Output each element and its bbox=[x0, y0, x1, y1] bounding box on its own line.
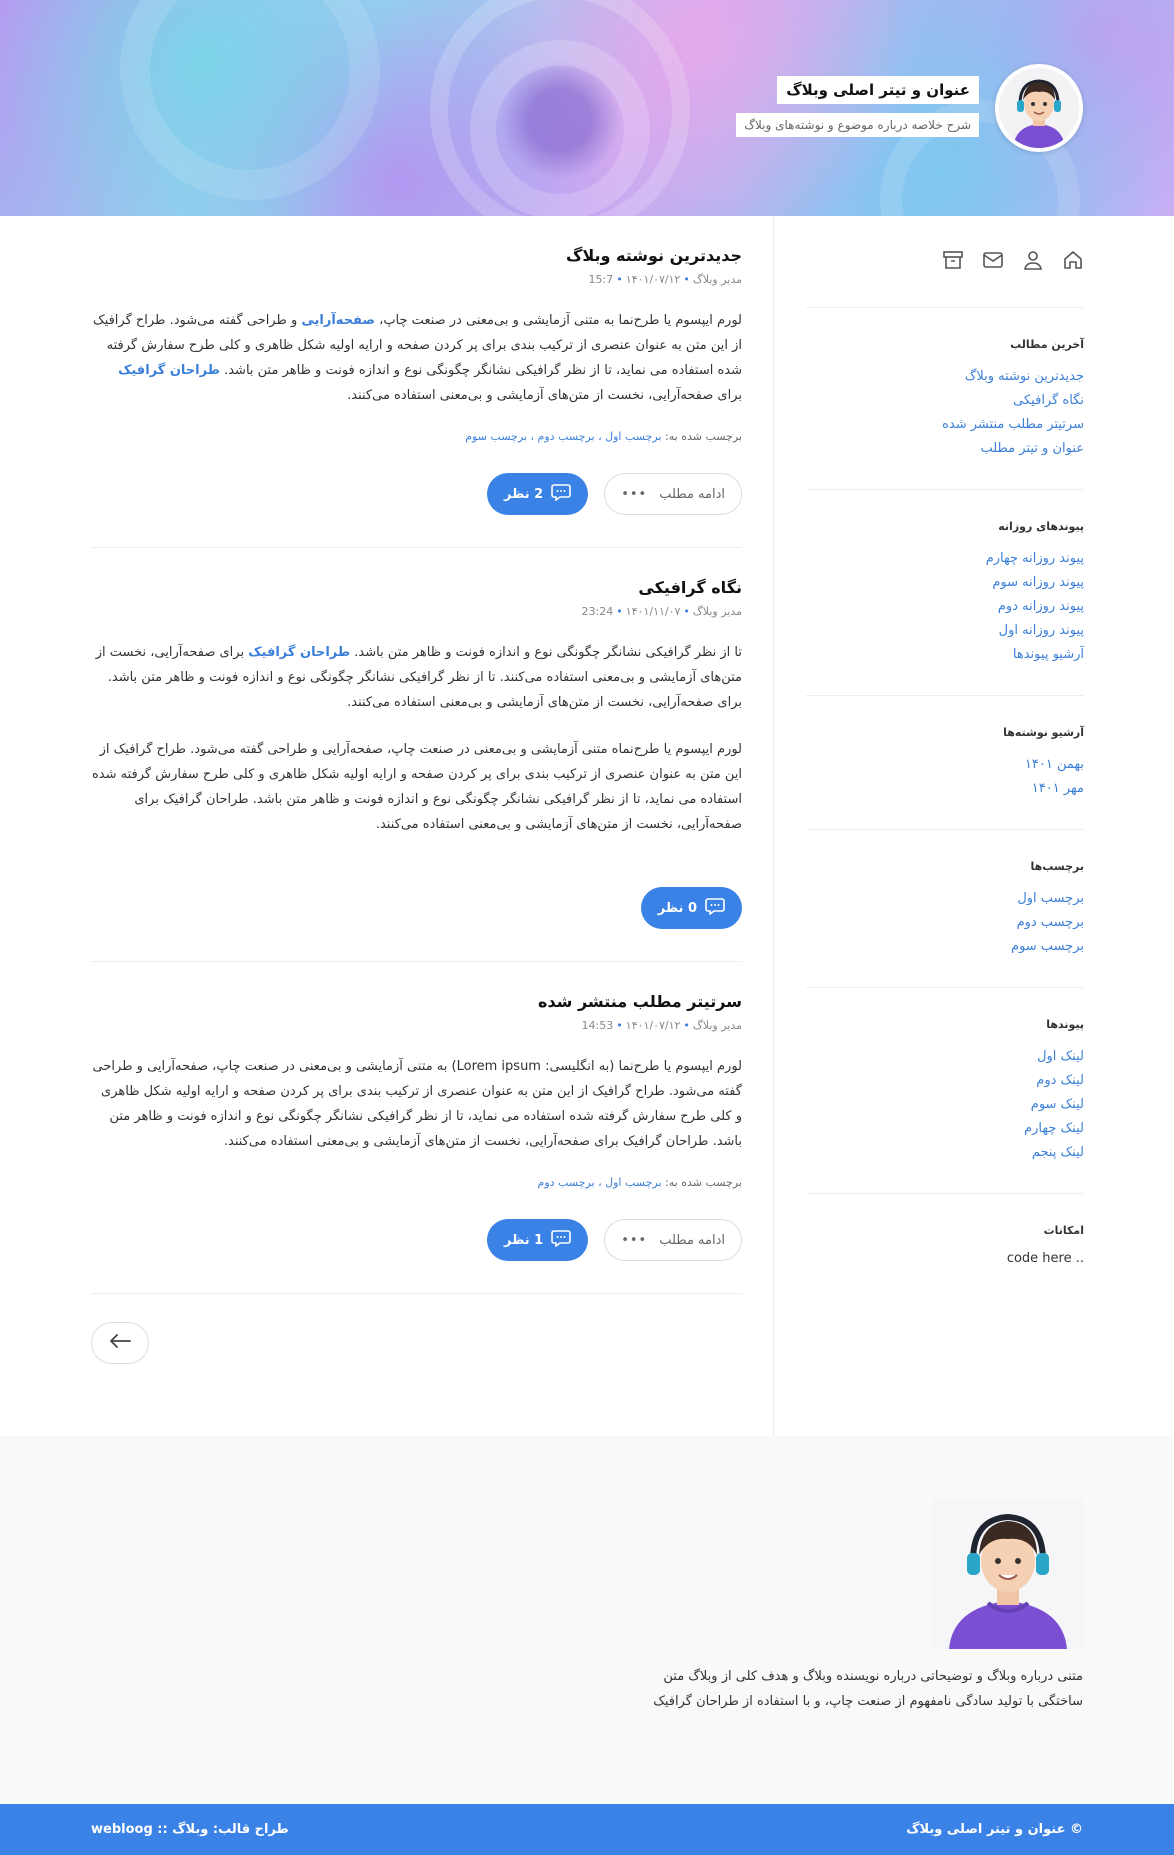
arrow-left-icon bbox=[108, 1333, 132, 1353]
sidebar-link[interactable]: بهمن ۱۴۰۱ bbox=[1024, 757, 1084, 772]
user-icon[interactable] bbox=[1022, 249, 1044, 275]
post-time: 23:24 bbox=[581, 605, 614, 618]
tag-link[interactable]: برچسب اول ، برچسب دوم ، برچسب سوم bbox=[465, 430, 662, 443]
post-body bbox=[91, 1054, 742, 1154]
post-paragraph: لورم ایپسوم یا طرح‌نما (به انگلیسی: Lorem ipsum) به متنی آزمایشی و بی‌معنی در صنعت چاپ، صفحه‌آرایی و طراحی گفته می‌شود. طراح گرافیک از این متن به عنوان عنصری از ترکیب بندی برای پر کردن صفحه و ارایه اولیه شکل ظاهری و کلی طرح سفارش گرفته شده استفاده می نماید، تا از نظر گرافیکی نشانگر چگونگی نوع و اندازه فونت و ظاهر متن باشد. طراحان گرافیک برای صفحه‌آرایی، نخست از متن‌های آزمایشی و بی‌معنی استفاده می‌کنند. bbox=[92, 1059, 742, 1149]
post-paragraph: تا از نظر گرافیکی نشانگر چگونگی نوع و اندازه فونت و ظاهر متن باشد. طراحان گرافیک برای صفحه‌آرایی، نخست از متن‌های آزمایشی و بی‌معنی استفاده می‌کنند. تا از نظر گرافیکی نشانگر چگونگی نوع و اندازه فونت و ظاهر متن باشد. برای صفحه‌آرایی، نخست از متن‌های آزمایشی و بی‌معنی استفاده می‌کنند. bbox=[95, 645, 742, 710]
widget-title: امکانات bbox=[1043, 1224, 1084, 1237]
header-banner bbox=[0, 0, 1174, 216]
chat-bubble-icon bbox=[705, 897, 725, 919]
widget-archive bbox=[806, 696, 1084, 830]
post-body bbox=[91, 308, 742, 408]
comments-button[interactable]: 2 نظر bbox=[487, 473, 588, 515]
post-item bbox=[91, 962, 742, 1294]
chat-bubble-icon bbox=[551, 483, 571, 505]
sidebar-link[interactable]: پیوند روزانه چهارم bbox=[985, 551, 1084, 566]
comments-button[interactable]: 1 نظر bbox=[487, 1219, 588, 1261]
footer-designer[interactable]: طراح قالب: وبلاگ :: webloog bbox=[91, 1822, 289, 1837]
post-actions bbox=[91, 887, 742, 929]
blog-description: شرح خلاصه درباره موضوع و نوشته‌های وبلاگ bbox=[736, 113, 979, 137]
widget-title: آخرین مطالب bbox=[1010, 338, 1084, 351]
post-title[interactable]: جدیدترین نوشته وبلاگ bbox=[565, 246, 742, 265]
post-tags: برچسب شده به: برچسب اول ، برچسب دوم bbox=[537, 1176, 742, 1189]
post-title[interactable]: نگاه گرافیکی bbox=[638, 578, 742, 597]
inline-link[interactable]: صفحه‌آرایی bbox=[301, 313, 375, 328]
post-actions bbox=[91, 1219, 742, 1261]
post-date: ۱۴۰۱/۰۷/۱۲ bbox=[625, 273, 681, 286]
sidebar-link[interactable]: برچسب اول bbox=[1017, 891, 1084, 906]
more-dots-icon: ••• bbox=[621, 486, 648, 502]
post-item bbox=[91, 216, 742, 548]
sidebar-link[interactable]: سرتیتر مطلب منتشر شده bbox=[942, 417, 1084, 432]
post-date: ۱۴۰۱/۰۷/۱۲ bbox=[625, 1019, 681, 1032]
widget-title: پیوندهای روزانه bbox=[998, 520, 1084, 533]
post-paragraph: لورم ایپسوم یا طرح‌نماه متنی آزمایشی و بی‌معنی در صنعت چاپ، صفحه‌آرایی و طراحی گفته می‌شود. طراح گرافیک از این متن به عنوان عنصری از ترکیب بندی برای پر کردن صفحه و ارایه اولیه شکل ظاهری و کلی طرح سفارش گرفته شده استفاده می نماید، تا از نظر گرافیکی نشانگر چگونگی نوع و اندازه فونت و ظاهر متن باشد. طراحان گرافیک برای صفحه‌آرایی، نخست از متن‌های آزمایشی و بی‌معنی استفاده می‌کنند. bbox=[91, 742, 742, 832]
sidebar-divider bbox=[773, 216, 774, 1436]
chat-bubble-icon bbox=[551, 1229, 571, 1251]
comments-button[interactable]: 0 نظر bbox=[641, 887, 742, 929]
read-more-button[interactable]: ادامه مطلب ••• bbox=[604, 1219, 742, 1261]
post-item bbox=[91, 548, 742, 962]
sidebar-link[interactable]: مهر ۱۴۰۱ bbox=[1031, 781, 1084, 796]
footer bbox=[0, 1804, 1174, 1855]
post-list bbox=[91, 216, 742, 1364]
post-meta: مدیر وبلاگ•۱۴۰۱/۰۷/۱۲•14:53 bbox=[581, 1019, 742, 1032]
about-avatar bbox=[933, 1499, 1083, 1649]
archive-box-icon[interactable] bbox=[942, 249, 964, 275]
inline-link[interactable]: طراحان گرافیک bbox=[248, 645, 351, 660]
sidebar-link[interactable]: آرشیو پیوندها bbox=[1012, 647, 1084, 662]
sidebar-link[interactable]: لینک پنجم bbox=[1031, 1145, 1084, 1160]
post-time: 14:53 bbox=[581, 1019, 614, 1032]
sidebar-link[interactable]: جدیدترین نوشته وبلاگ bbox=[964, 369, 1084, 384]
post-date: ۱۴۰۱/۱۱/۰۷ bbox=[625, 605, 681, 618]
sidebar-link[interactable]: لینک چهارم bbox=[1024, 1121, 1084, 1136]
widget-code-text: code here .. bbox=[1006, 1251, 1084, 1266]
widget-tags bbox=[806, 830, 1084, 988]
home-icon[interactable] bbox=[1062, 249, 1084, 275]
sidebar-link[interactable]: عنوان و تیتر مطلب bbox=[980, 441, 1084, 456]
post-tags: برچسب شده به: برچسب اول ، برچسب دوم ، برچسب سوم bbox=[465, 430, 742, 443]
post-meta: مدیر وبلاگ•۱۴۰۱/۰۷/۱۲•15:7 bbox=[588, 273, 742, 286]
sidebar-link[interactable]: پیوند روزانه سوم bbox=[992, 575, 1084, 590]
post-author[interactable]: مدیر وبلاگ bbox=[692, 605, 742, 618]
sidebar-link[interactable]: پیوند روزانه اول bbox=[998, 623, 1084, 638]
blog-title[interactable]: عنوان و تیتر اصلی وبلاگ bbox=[777, 76, 979, 104]
sidebar-link[interactable]: برچسب سوم bbox=[1011, 939, 1084, 954]
mail-icon[interactable] bbox=[982, 249, 1004, 275]
post-meta: مدیر وبلاگ•۱۴۰۱/۱۱/۰۷•23:24 bbox=[581, 605, 742, 618]
footer-copyright[interactable]: © عنوان و تیتر اصلی وبلاگ bbox=[906, 1822, 1083, 1837]
post-actions bbox=[91, 473, 742, 515]
widget-title: برچسب‌ها bbox=[1030, 860, 1084, 873]
widget-daily-links bbox=[806, 490, 1084, 696]
widget-links bbox=[806, 988, 1084, 1194]
post-time: 15:7 bbox=[588, 273, 614, 286]
sidebar-link[interactable]: پیوند روزانه دوم bbox=[997, 599, 1084, 614]
sidebar-icon-bar bbox=[806, 216, 1084, 308]
post-body bbox=[91, 640, 742, 837]
post-author[interactable]: مدیر وبلاگ bbox=[692, 273, 742, 286]
read-more-button[interactable]: ادامه مطلب ••• bbox=[604, 473, 742, 515]
sidebar-link[interactable]: برچسب دوم bbox=[1016, 915, 1084, 930]
sidebar bbox=[806, 216, 1084, 1294]
sidebar-link[interactable]: لینک اول bbox=[1037, 1049, 1084, 1064]
widget-recent-posts bbox=[806, 308, 1084, 490]
more-dots-icon: ••• bbox=[621, 1232, 648, 1248]
widget-title: پیوندها bbox=[1046, 1018, 1084, 1031]
widget-title: آرشیو نوشته‌ها bbox=[1003, 726, 1084, 739]
post-author[interactable]: مدیر وبلاگ bbox=[692, 1019, 742, 1032]
sidebar-link[interactable]: لینک دوم bbox=[1036, 1073, 1084, 1088]
pagination-prev-button[interactable] bbox=[91, 1322, 149, 1364]
header-avatar[interactable] bbox=[995, 64, 1083, 152]
inline-link[interactable]: طراحان گرافیک bbox=[118, 363, 220, 378]
post-paragraph: لورم ایپسوم یا طرح‌نما به متنی آزمایشی و بی‌معنی در صنعت چاپ، صفحه‌آرایی و طراحی گفته می‌شود. طراح گرافیک از این متن به عنوان عنصری از ترکیب بندی برای پر کردن صفحه و ارایه اولیه شکل ظاهری و کلی طرح سفارش گرفته شده استفاده می نماید، تا از نظر گرافیکی نشانگر چگونگی نوع و اندازه فونت و ظاهر متن باشد. طراحان گرافیک برای صفحه‌آرایی، نخست از متن‌های آزمایشی و بی‌معنی استفاده می‌کنند. bbox=[93, 313, 742, 403]
about-section bbox=[0, 1436, 1174, 1804]
widget-features bbox=[806, 1194, 1084, 1294]
sidebar-link[interactable]: نگاه گرافیکی bbox=[1013, 393, 1084, 408]
post-title[interactable]: سرتیتر مطلب منتشر شده bbox=[537, 992, 742, 1011]
sidebar-link[interactable]: لینک سوم bbox=[1030, 1097, 1084, 1112]
about-text: متنی درباره وبلاگ و توضیحاتی درباره نویسنده وبلاگ و هدف کلی از وبلاگ متن ساختگی با تولید سادگی نامفهوم از صنعت چاپ، و با استفاده از طراحان گرافیک bbox=[653, 1669, 1083, 1709]
tag-link[interactable]: برچسب اول ، برچسب دوم bbox=[537, 1176, 662, 1189]
